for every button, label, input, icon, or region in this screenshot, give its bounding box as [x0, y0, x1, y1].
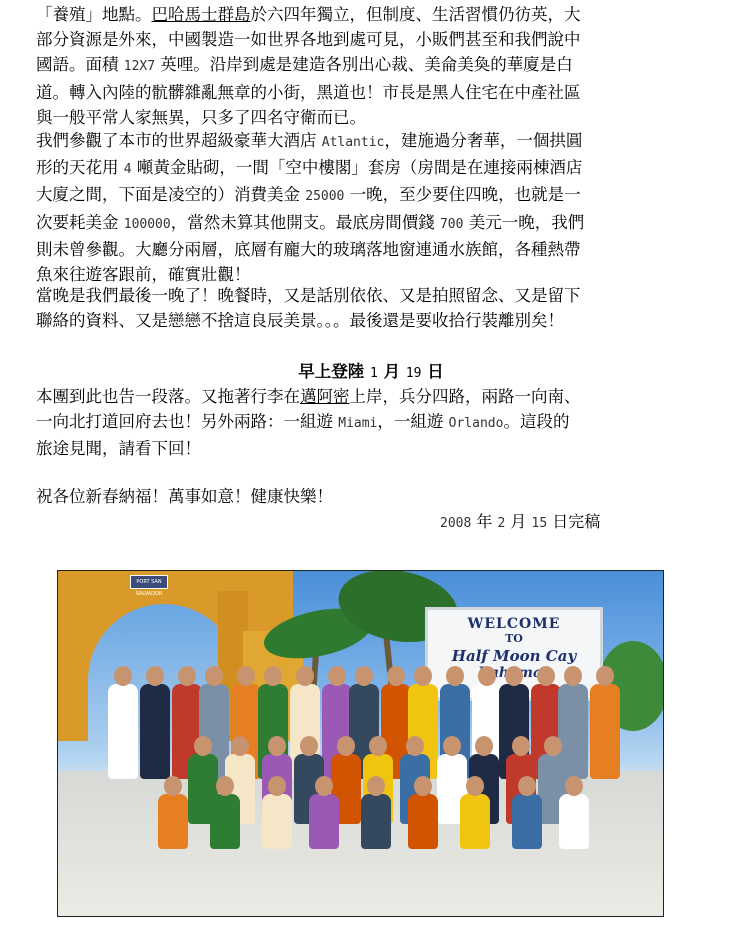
text-run: 「養殖」地點。: [36, 5, 152, 24]
date-year: 2008: [440, 516, 472, 531]
heading-month-number: 1: [370, 366, 378, 381]
welcome-sign-line3: Half Moon Cay: [451, 647, 577, 665]
arch-sign: PORT SAN SALVADOR: [130, 575, 168, 589]
text-line: [36, 237, 696, 262]
text-run: 旅途見聞，請看下回！: [36, 439, 201, 459]
date-month-label: 月: [505, 512, 532, 531]
date-year-label: 年: [471, 512, 498, 531]
text-run: 國語。面積: [36, 55, 124, 75]
text-line: [36, 2, 696, 27]
date-day-label: 日完稿: [547, 512, 601, 531]
paragraph-atlantic-hotel: [36, 128, 696, 287]
latin-text-run: Atlantic: [321, 135, 385, 150]
date-day: 15: [531, 516, 548, 531]
text-run: 次要耗美金: [36, 212, 124, 232]
text-run: 聯絡的資料、又是戀戀不捨這良辰美景。。。最後還是要收拾行裝離別矣！: [36, 311, 564, 331]
text-run: 於六四年獨立，但制度、生活習慣仍彷英，大: [250, 5, 581, 24]
text-line: [36, 308, 696, 333]
welcome-sign-line1: WELCOME: [467, 616, 561, 632]
text-run: ，一組遊: [377, 412, 449, 432]
heading-day-number: 19: [405, 366, 422, 381]
text-run: 道。轉入內陸的骯髒雜亂無章的小街，黑道也！市長是黑人住宅在中產社區: [36, 82, 581, 102]
tour-group-people: [98, 666, 628, 886]
text-line: [36, 436, 696, 461]
latin-text-run: 12X7: [123, 59, 156, 75]
latin-text-run: 4: [123, 162, 132, 178]
latin-text-run: Orlando: [448, 416, 504, 432]
text-run: 本團到此也告一段落。又拖著行李在: [36, 387, 300, 406]
text-run: 一晚，至少要住四晚，也就是一: [344, 185, 581, 205]
text-line: [36, 384, 696, 409]
welcome-sign-line2: TO: [505, 632, 523, 645]
text-run: 一向北打道回府去也！另外兩路：一組遊: [36, 412, 339, 432]
date-month: 2: [497, 516, 506, 531]
text-run: 大廈之間，下面是凌空的）消費美金: [36, 185, 306, 205]
text-line: [36, 283, 696, 308]
text-line: [36, 128, 696, 155]
underlined-place-name: 邁阿密: [300, 387, 350, 406]
latin-text-run: 25000: [305, 189, 345, 205]
text-line: [36, 52, 696, 79]
text-run: 英哩。沿岸到處是建造各別出心裁、美侖美奐的華廈是白: [155, 55, 573, 75]
text-run: ，建施過分奢華，一個拱圓: [384, 131, 583, 150]
text-run: 我們參觀了本市的世界超級豪華大酒店: [36, 131, 322, 150]
text-run: 部分資源是外來，中國製造一如世界各地到處可見，小販們甚至和我們說中: [36, 30, 581, 50]
greeting-line: [36, 484, 696, 509]
heading-prefix: 早上登陸: [298, 362, 365, 381]
text-run: 形的天花用: [36, 158, 124, 178]
greeting-text: 祝各位新春納福！萬事如意！健康快樂！: [36, 487, 333, 506]
section-heading: [0, 361, 742, 385]
text-run: 。這段的: [503, 412, 570, 432]
text-line: [36, 182, 696, 209]
heading-day-label: 日: [427, 362, 444, 381]
latin-text-run: 100000: [123, 216, 171, 232]
text-run: 上岸，兵分四路，兩路一向南、: [349, 387, 581, 406]
text-line: [36, 80, 696, 105]
text-line: [36, 105, 696, 130]
text-run: 噸黃金貼砌，一間「空中樓閣」套房（房間是在連接兩棟酒店: [131, 158, 583, 178]
heading-month-label: 月: [383, 362, 401, 381]
text-run: 當晚是我們最後一晚了！晚餐時，又是話別依依、又是拍照留念、又是留下: [36, 286, 581, 305]
text-line: [36, 155, 696, 182]
completion-date: [440, 511, 720, 535]
text-run: 美元一晚，我們: [463, 212, 585, 232]
underlined-place-name: 巴哈馬士群島: [151, 5, 251, 24]
text-run: 魚來往遊客跟前，確實壯觀！: [36, 265, 251, 285]
paragraph-bahamas-intro: [36, 2, 696, 130]
text-line: [36, 27, 696, 52]
latin-text-run: Miami: [338, 416, 378, 432]
text-line: [36, 210, 696, 237]
paragraph-tour-end: [36, 384, 696, 462]
text-run: 則未曾參觀。大廳分兩層，底層有龐大的玻璃落地窗連通水族館，各種熱帶: [36, 239, 581, 259]
paragraph-last-night: [36, 283, 696, 333]
text-run: ，當然未算其他開支。最底房間價錢: [170, 212, 440, 232]
text-run: 與一般平常人家無異，只多了四名守衛而已。: [36, 107, 366, 127]
group-photo: [57, 570, 664, 917]
text-line: [36, 409, 696, 436]
latin-text-run: 700: [439, 216, 464, 232]
